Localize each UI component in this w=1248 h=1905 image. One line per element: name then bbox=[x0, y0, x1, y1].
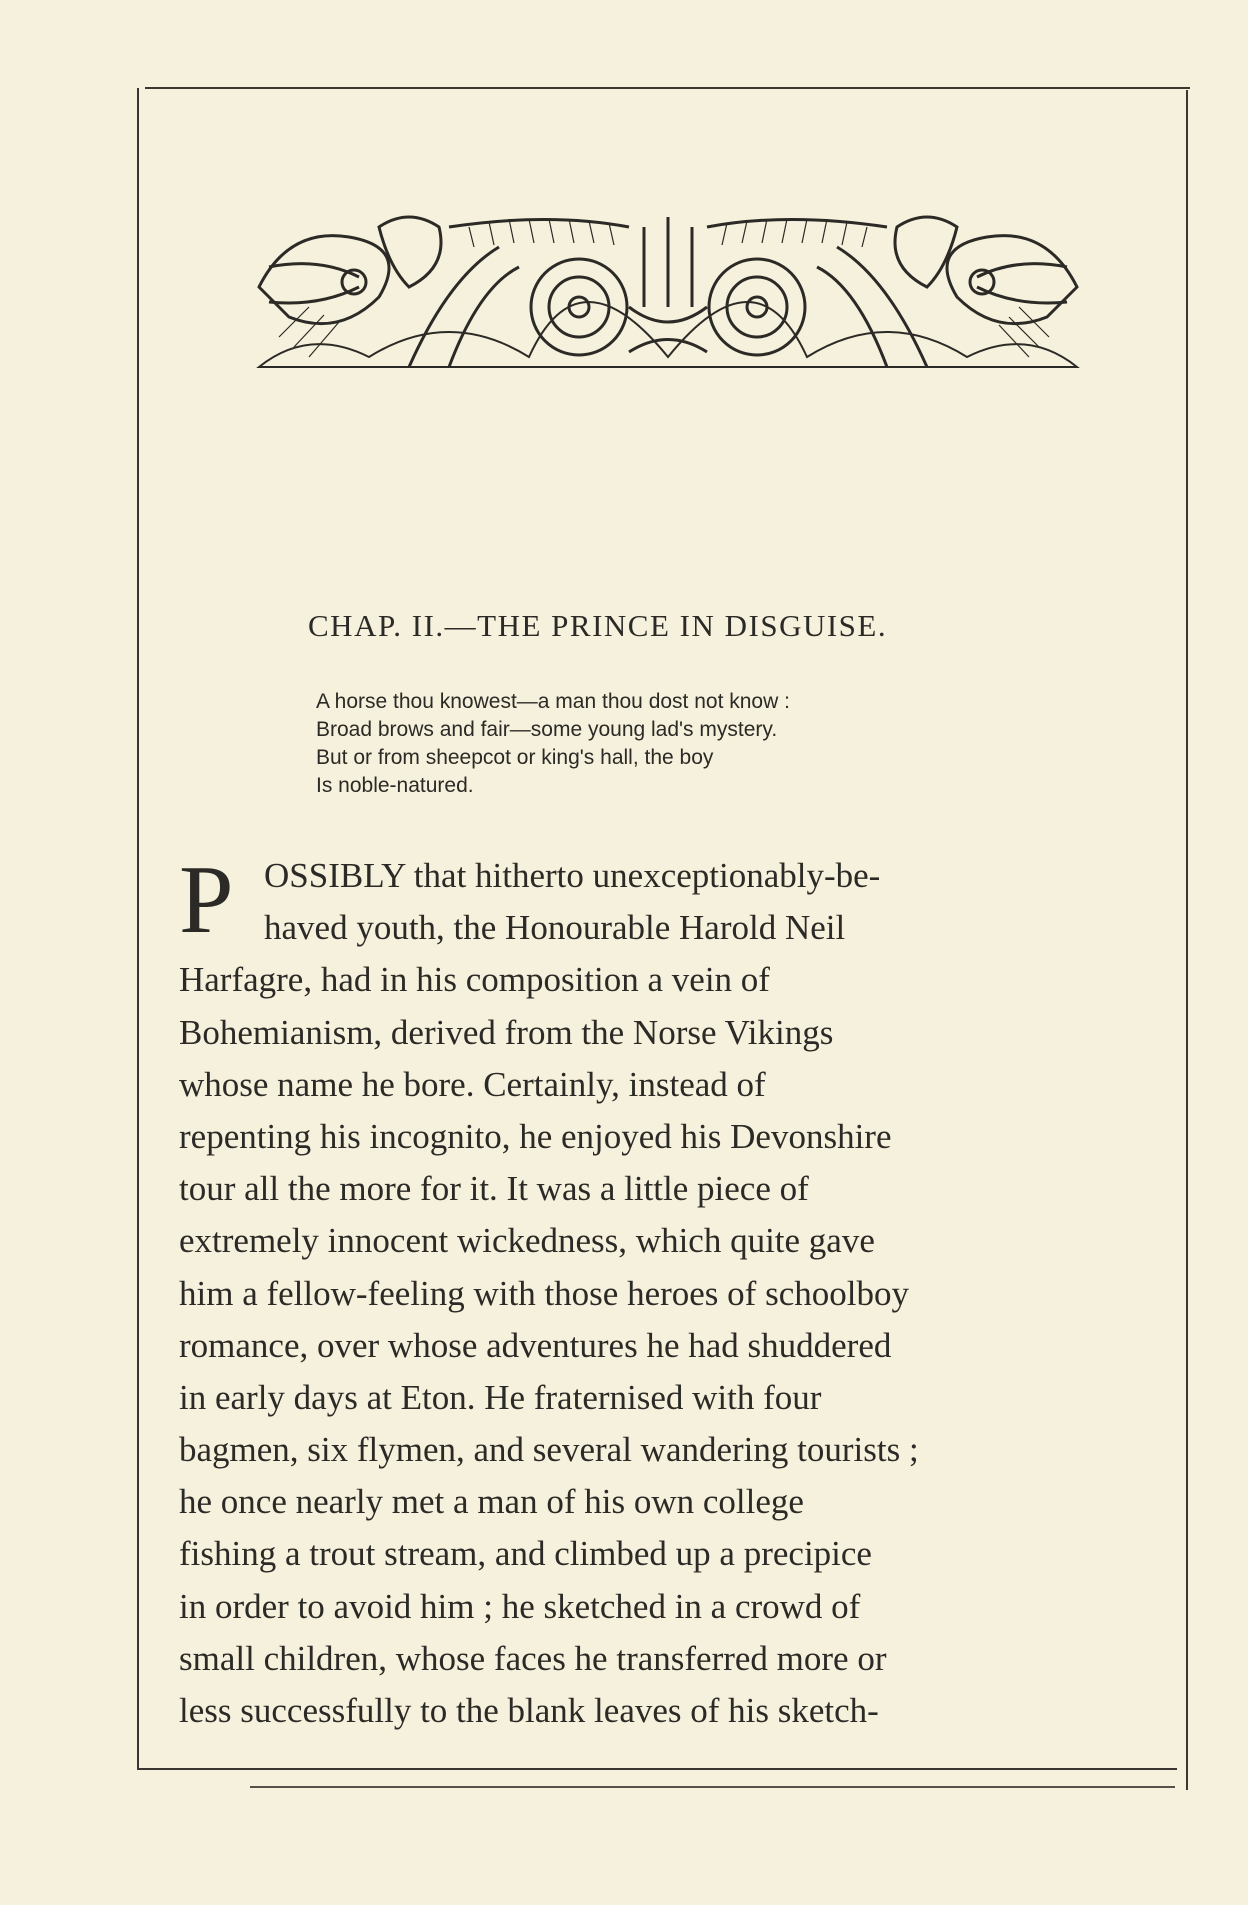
page-border-right bbox=[1186, 90, 1188, 1790]
body-line: he once nearly met a man of his own college bbox=[179, 1482, 804, 1522]
body-line: repenting his incognito, he enjoyed his Devonshire bbox=[179, 1116, 892, 1156]
body-line: haved youth, the Honourable Harold Neil bbox=[264, 908, 846, 948]
body-line: small children, whose faces he transferred more or bbox=[179, 1638, 887, 1678]
epigraph-line: But or from sheepcot or king's hall, the boy bbox=[316, 746, 714, 769]
epigraph-line: A horse thou knowest—a man thou dost not know : bbox=[316, 690, 790, 713]
body-text bbox=[179, 846, 1142, 1737]
chapter-title: CHAP. II.—THE PRINCE IN DISGUISE. bbox=[308, 608, 888, 643]
body-line: Harfagre, had in his composition a vein of bbox=[179, 960, 770, 1000]
body-line: in early days at Eton. He fraternised with four bbox=[179, 1377, 822, 1417]
epigraph bbox=[316, 688, 790, 800]
drop-cap: P bbox=[179, 846, 234, 954]
body-line: less successfully to the blank leaves of his sketch- bbox=[179, 1691, 879, 1730]
page-border-left bbox=[137, 88, 139, 1768]
epigraph-line: Is noble-natured. bbox=[316, 774, 474, 797]
page-border-bottom-shadow bbox=[250, 1786, 1175, 1788]
body-line: Bohemianism, derived from the Norse Vikings bbox=[179, 1012, 834, 1052]
body-line: extremely innocent wickedness, which quite gave bbox=[179, 1221, 875, 1261]
body-line: romance, over whose adventures he had shuddered bbox=[179, 1325, 892, 1365]
floral-ornament-headpiece bbox=[249, 207, 1087, 377]
page-border-bottom bbox=[137, 1768, 1177, 1770]
body-line: in order to avoid him ; he sketched in a crowd of bbox=[179, 1586, 861, 1626]
epigraph-line: Broad brows and fair—some young lad's mystery. bbox=[316, 718, 778, 741]
body-line: tour all the more for it. It was a little piece of bbox=[179, 1169, 809, 1209]
body-line: him a fellow-feeling with those heroes of schoolboy bbox=[179, 1273, 909, 1313]
body-line: whose name he bore. Certainly, instead of bbox=[179, 1064, 766, 1104]
body-line: OSSIBLY that hitherto unexceptionably-be- bbox=[264, 856, 881, 895]
body-line: bagmen, six flymen, and several wandering tourists ; bbox=[179, 1430, 919, 1470]
page-border-top bbox=[145, 87, 1190, 89]
body-line: fishing a trout stream, and climbed up a precipice bbox=[179, 1534, 872, 1574]
